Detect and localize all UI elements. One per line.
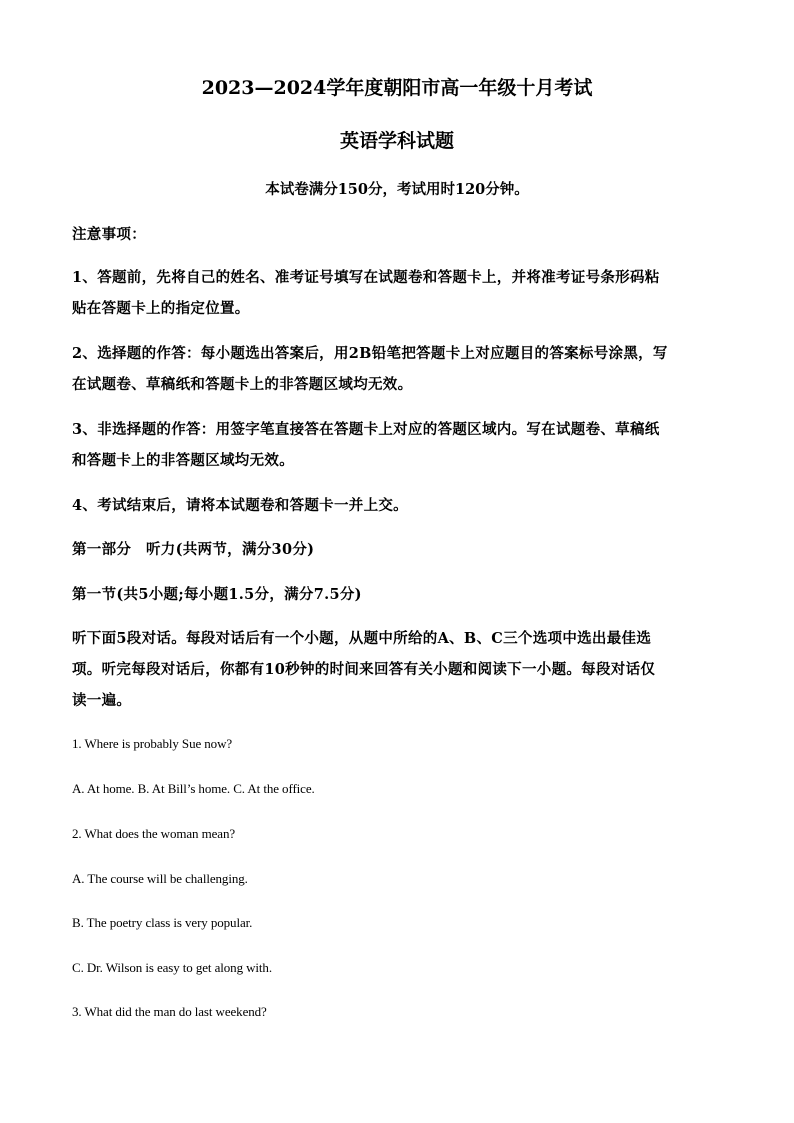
question-2-option-b: B. The poetry class is very popular.: [72, 915, 253, 930]
exam-subject: 英语学科试题: [339, 130, 454, 152]
instruction-3-line-1: 3、非选择题的作答：用签字笔直接答在答题卡上对应的答题区域内。写在试题卷、草稿纸: [72, 421, 660, 438]
section1-heading: 第一节(共5小题;每小题1.5分，满分7.5分): [72, 586, 362, 603]
question-2: 2. What does the woman mean?: [72, 826, 236, 841]
instruction-2-line-2: 在试题卷、草稿纸和答题卡上的非答题区域均无效。: [72, 376, 413, 393]
directions-line-1: 听下面5段对话。每段对话后有一个小题，从题中所给的A、B、C三个选项中选出最佳选: [72, 630, 652, 647]
question-1-options: A. At home. B. At Bill’s home. C. At the office.: [72, 781, 315, 796]
exam-note: 本试卷满分150分，考试用时120分钟。: [265, 181, 529, 198]
question-2-option-c: C. Dr. Wilson is easy to get along with.: [72, 960, 272, 975]
instruction-1-line-1: 1、答题前，先将自己的姓名、准考证号填写在试题卷和答题卡上，并将准考证号条形码粘: [72, 269, 660, 286]
instruction-3-line-2: 和答题卡上的非答题区域均无效。: [72, 452, 294, 469]
instructions-heading: 注意事项：: [72, 226, 146, 243]
directions-line-3: 读一遍。: [72, 692, 132, 709]
exam-title: 2023—2024学年度朝阳市高一年级十月考试: [201, 77, 593, 99]
instruction-1-line-2: 贴在答题卡上的指定位置。: [72, 300, 250, 317]
question-1: 1. Where is probably Sue now?: [72, 736, 233, 751]
instruction-4-line-1: 4、考试结束后，请将本试题卷和答题卡一并上交。: [72, 497, 408, 514]
instruction-2-line-1: 2、选择题的作答：每小题选出答案后，用2B铅笔把答题卡上对应题目的答案标号涂黑，写: [72, 345, 668, 362]
question-2-option-a: A. The course will be challenging.: [72, 871, 248, 886]
question-3: 3. What did the man do last weekend?: [72, 1004, 267, 1019]
part1-heading: 第一部分 听力(共两节，满分30分): [72, 541, 315, 558]
directions-line-2: 项。听完每段对话后，你都有10秒钟的时间来回答有关小题和阅读下一小题。每段对话仅: [72, 661, 656, 678]
